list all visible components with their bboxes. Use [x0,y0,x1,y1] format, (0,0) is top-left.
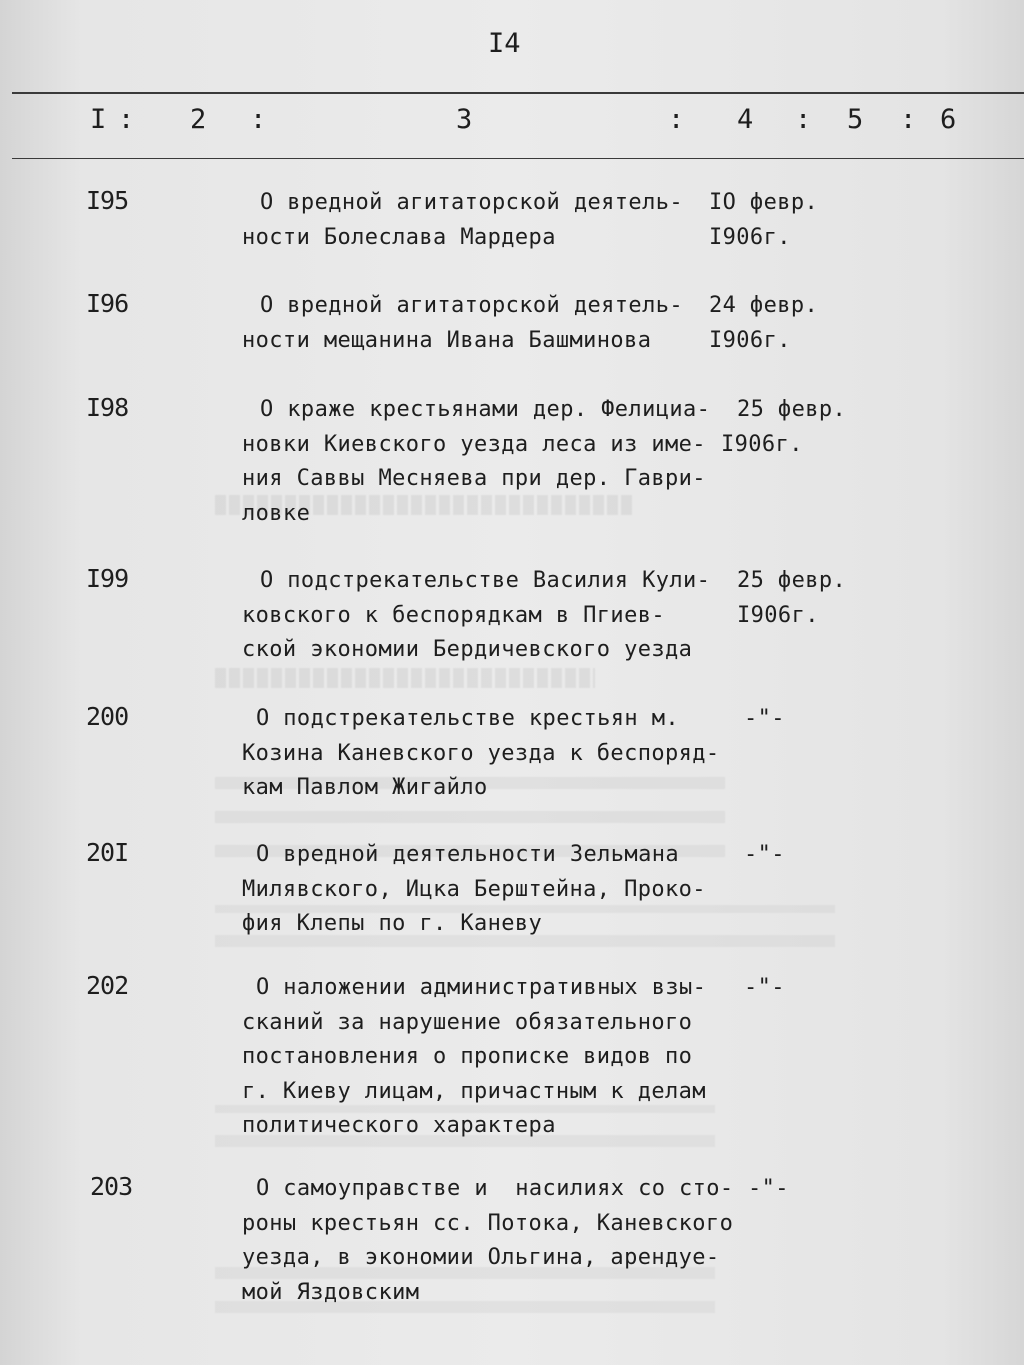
description-line: О подстрекательстве Василия Кули- [260,568,711,593]
description-line: ния Саввы Месняева при дер. Гаври- [242,466,706,491]
entry-date [721,393,887,462]
description-line: ковского к беспорядкам в Пгиев- [242,602,665,628]
date-line: -"- [744,975,785,1000]
entry-description [242,702,742,806]
column-separator: : [250,104,267,135]
header-rule-top [12,92,1024,94]
entry-description [242,393,742,531]
entry-number: I99 [86,564,129,593]
description-line: ской экономии Бердичевского уезда [242,637,693,662]
description-line: кам Павлом Жигайло [242,775,488,800]
description-line: О подстрекательстве крестьян м. [256,706,679,731]
date-line: -"- [748,1176,789,1201]
description-line: сканий за нарушение обязательного [242,1009,693,1035]
column-separator: : [668,104,685,135]
description-line: О вредной агитаторской деятель- [260,293,683,318]
entry-date [709,289,859,358]
entry-number: I95 [86,186,129,215]
page-number: I4 [488,28,521,59]
description-line: фия Клепы по г. Каневу [242,911,543,936]
description-line: Милявского, Ицка Берштейна, Проко- [242,876,706,902]
description-line: мой Яздовским [242,1279,420,1305]
column-separator: : [118,104,135,135]
column-header-2: 2 [190,104,207,135]
description-line: О самоуправстве и насилиях со сто- [256,1176,734,1201]
description-line: уезда, в экономии Ольгина, арендуе- [242,1245,720,1270]
date-line: I906г. [737,602,819,628]
column-header-4: 4 [737,104,754,135]
date-line: I906г. [721,431,803,457]
entry-number: I98 [86,393,129,422]
entry-date [709,186,859,255]
date-line: 25 февр. [737,397,847,422]
entry-description [242,564,742,668]
description-line: О вредной деятельности Зельмана [256,842,679,867]
bleed-through-texture [215,668,595,688]
entry-date [744,971,894,1006]
description-line: г. Киеву лицам, причастным к делам [242,1078,706,1104]
entry-number: 200 [86,702,129,731]
column-header-3: 3 [456,104,473,135]
date-line: -"- [744,842,785,867]
date-line: I906г. [709,224,791,250]
entry-date [744,838,894,873]
description-line: ности Болеслава Мардера [242,224,556,250]
description-line: ности мещанина Ивана Башминова [242,327,652,353]
entry-description [242,186,742,255]
description-line: ловке [242,500,311,526]
date-line: -"- [744,706,785,731]
entry-number: 20I [86,838,129,867]
entry-number: 202 [86,971,129,1000]
entry-date [737,564,887,633]
description-line: Козина Каневского уезда к беспоряд- [242,740,720,766]
description-line: роны крестьян сс. Потока, Каневского [242,1210,734,1236]
column-separator: : [795,104,812,135]
description-line: О наложении административных взы- [256,975,707,1000]
date-line: 25 февр. [737,568,847,593]
description-line: политического характера [242,1113,556,1138]
description-line: постановления о прописке видов по [242,1044,693,1069]
entry-description [242,838,742,942]
description-line: новки Киевского уезда леса из име- [242,431,706,457]
date-line: 24 февр. [709,293,819,318]
date-line: IO февр. [709,190,819,215]
column-header-1: I [90,104,107,135]
entry-date [744,702,894,737]
entry-date [748,1172,898,1207]
entry-number: I96 [86,289,129,318]
entry-description [242,1172,742,1310]
column-header-5: 5 [847,104,864,135]
description-line: О вредной агитаторской деятель- [260,190,683,215]
column-separator: : [900,104,917,135]
entry-number: 203 [90,1172,133,1201]
entry-description [242,289,742,358]
column-header-6: 6 [940,104,957,135]
header-rule-bottom [12,158,1024,159]
date-line: I906г. [709,327,791,353]
description-line: О краже крестьянами дер. Фелициа- [260,397,711,422]
entry-description [242,971,742,1144]
